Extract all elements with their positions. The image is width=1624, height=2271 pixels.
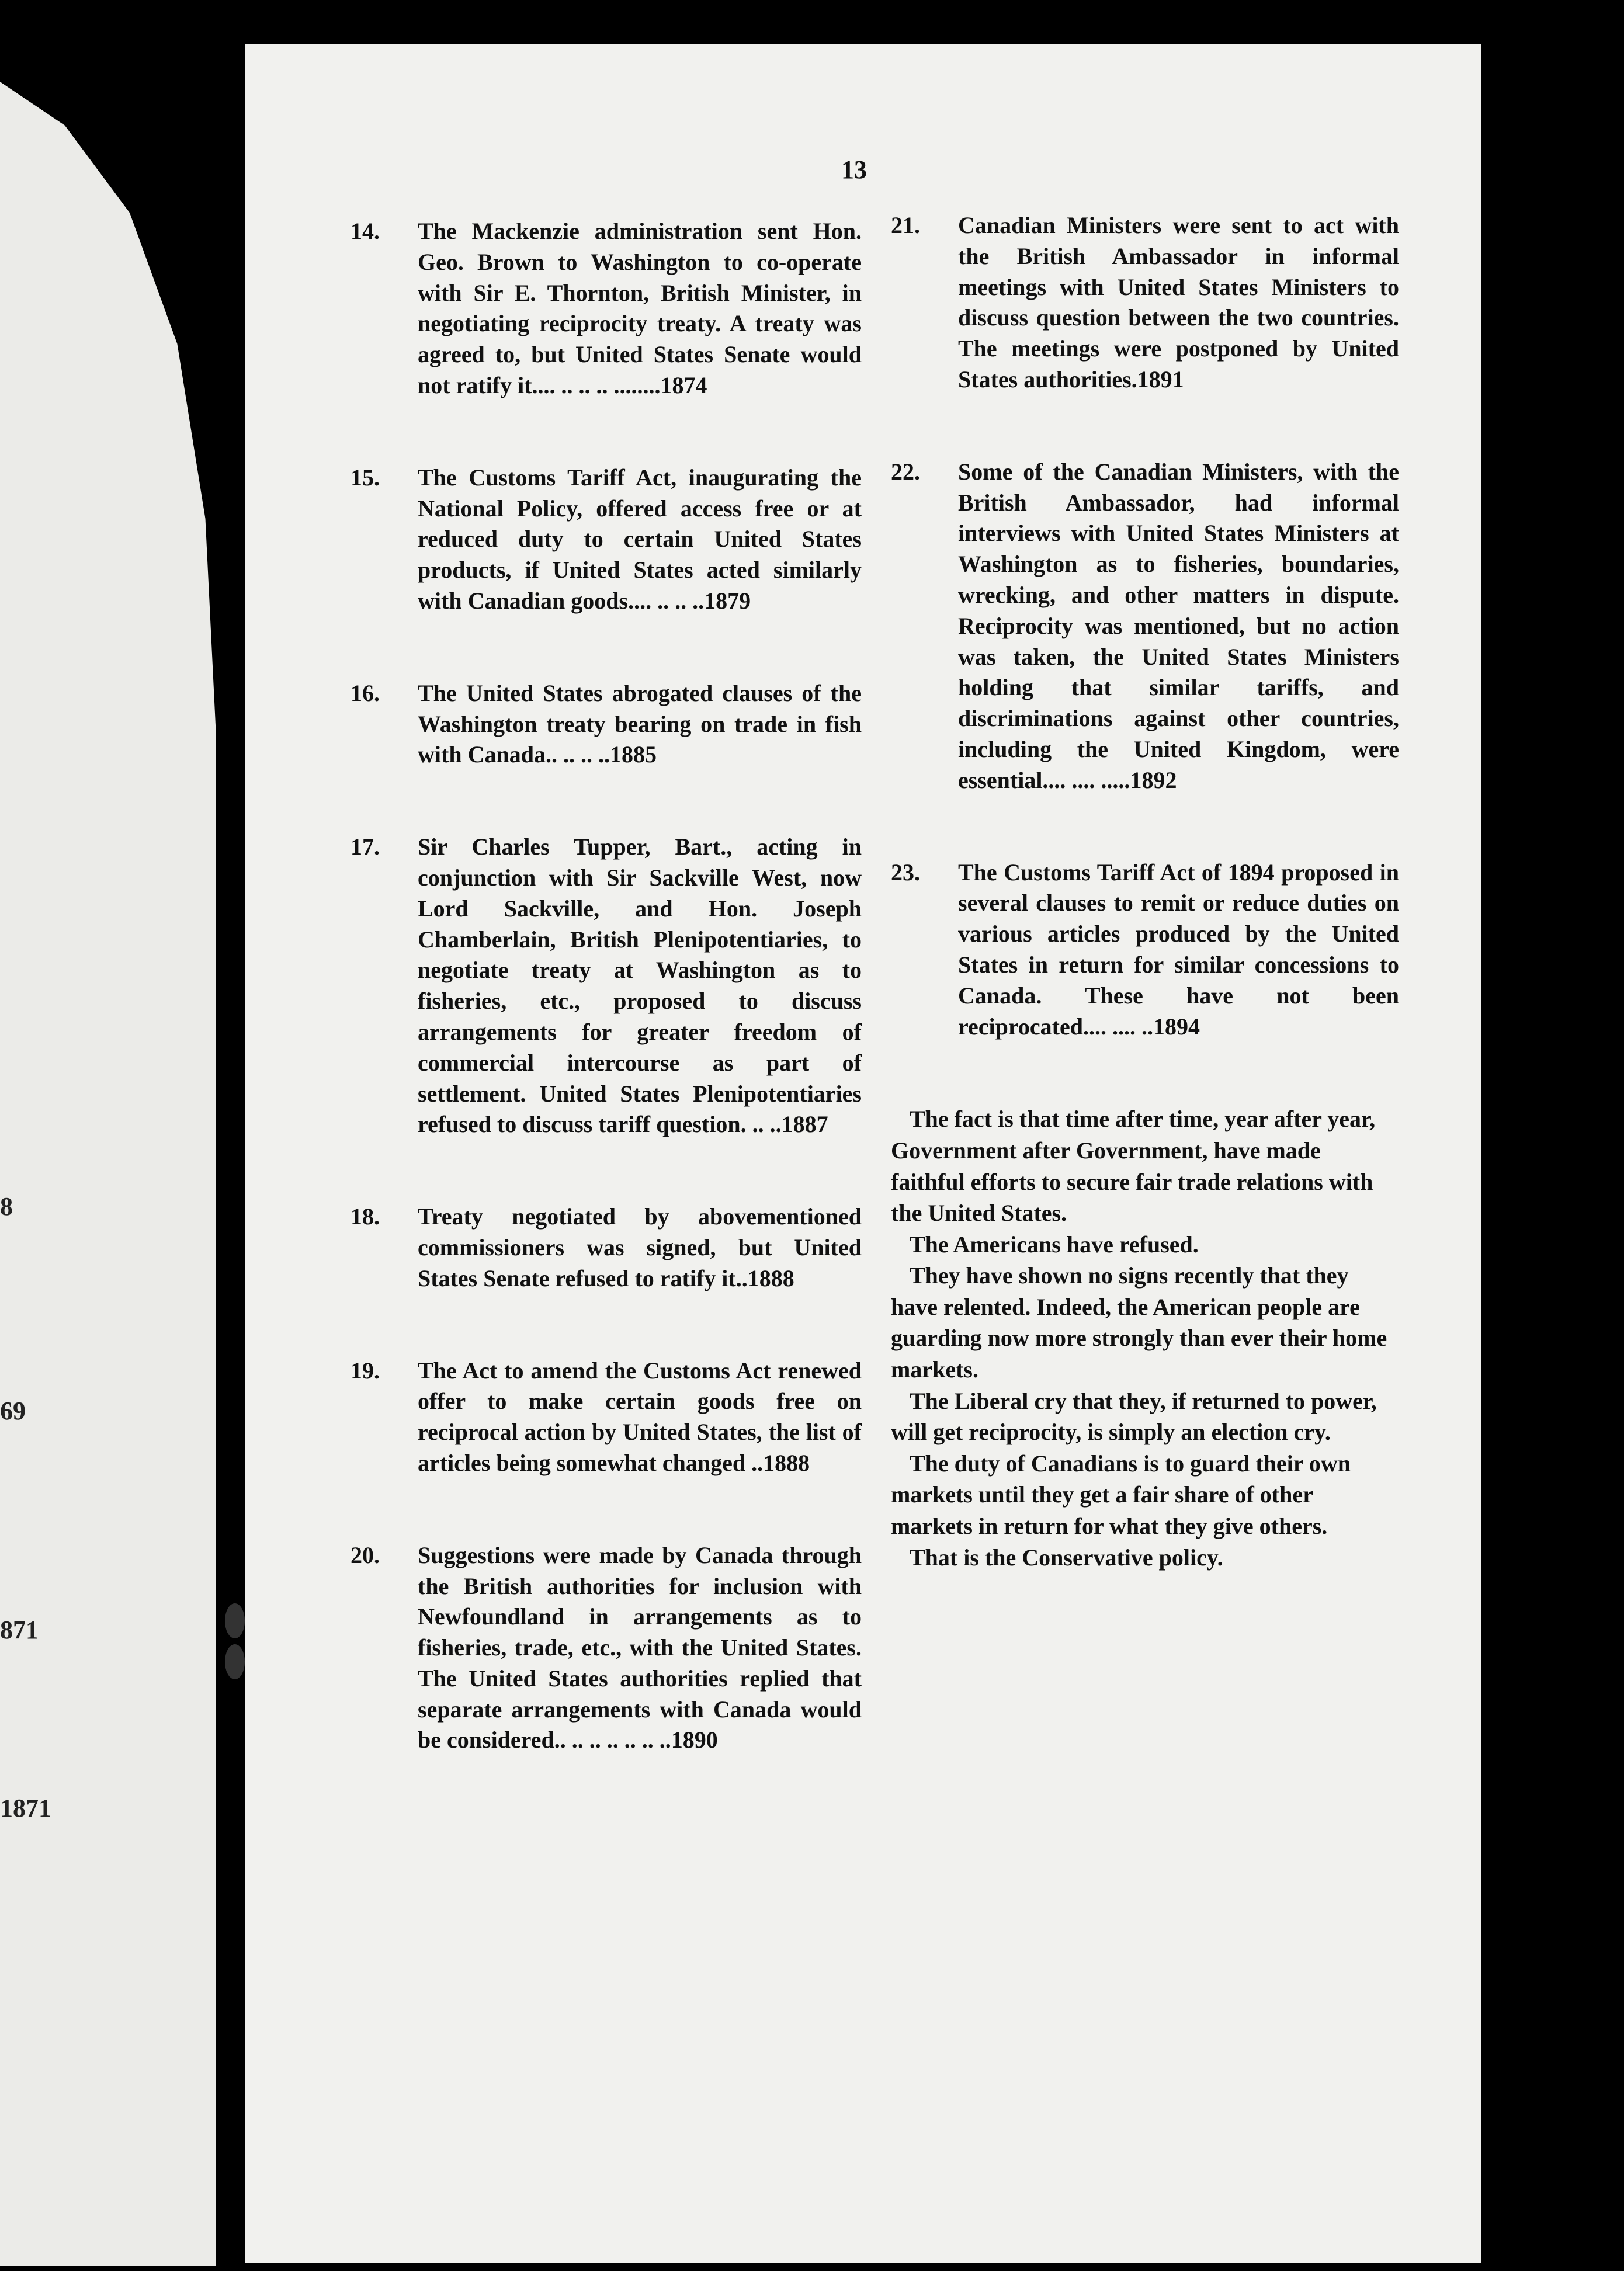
closing-paragraph: They have shown no signs recently that they have relented. Indeed, the American people are guarding now more strongly than ever their home markets. [891, 1262, 1387, 1383]
margin-fragment: 8 [0, 1192, 13, 1221]
list-item [351, 463, 862, 617]
right-column [891, 210, 1399, 1573]
closing-paragraph: The duty of Canadians is to guard their own markets until they get a fair share of other markets in return for what they give others. [891, 1450, 1351, 1540]
item-year: 1887 [781, 1111, 828, 1138]
margin-fragment: 69 [0, 1397, 26, 1425]
item-text: Suggestions were made by Canada through the British authorities for inclusion with Newfoundland in arrangements as to fisheries, trade, etc., with the United States. The United States authorities replied that separate arrangements with Canada would be considered.. .. .. .. .. .. .. [418, 1541, 862, 1753]
item-number: 14. [351, 218, 380, 244]
closing-section [891, 1103, 1399, 1573]
page-number: 13 [841, 155, 867, 184]
ink-blot [225, 1603, 245, 1638]
item-text: Canadian Ministers were sent to act with the British Ambassador in informal meetings with United States Ministers to discuss question between the two countries. The meetings were postponed by United States authorities. [958, 212, 1399, 393]
item-text: The Act to amend the Customs Act renewed offer to make certain goods free on reciprocal action by United States, the list of articles being somewhat changed .. [418, 1357, 862, 1476]
closing-paragraph: The Americans have refused. [910, 1231, 1199, 1258]
item-number: 19. [351, 1357, 380, 1384]
item-year: 1874 [660, 371, 707, 398]
item-number: 18. [351, 1203, 380, 1230]
item-text: Sir Charles Tupper, Bart., acting in conjunction with Sir Sackville West, now Lord Sackville, and Hon. Joseph Chamberlain, British Plenipotentiaries, to negotiate treaty at Washington as to fisheries, etc., proposed to discuss arrangements for greater freedom of commercial intercourse as part of settlement. United States Plenipotentiaries refused to discuss tariff question. .. .. [418, 834, 862, 1138]
item-number: 20. [351, 1541, 380, 1568]
ink-blot [225, 1644, 245, 1679]
item-text: The United States abrogated clauses of the Washington treaty bearing on trade in fish with Canada.. .. .. .. [418, 679, 862, 768]
margin-fragment: 871 [0, 1616, 39, 1644]
document-page [245, 44, 1481, 2263]
item-year: 1894 [1153, 1013, 1200, 1040]
item-year: 1888 [763, 1449, 810, 1476]
item-year: 1891 [1137, 366, 1184, 393]
list-item [351, 216, 862, 401]
list-item [351, 1356, 862, 1479]
left-column [351, 216, 862, 1817]
item-number: 21. [891, 212, 920, 238]
list-item [891, 457, 1399, 796]
list-item [351, 1540, 862, 1756]
item-number: 15. [351, 464, 380, 491]
item-text: The Customs Tariff Act, inaugurating the National Policy, offered access free or at reduced duty to certain United States products, if United States acted similarly with Canadian goods.... .. .. .. [418, 464, 862, 614]
closing-paragraph: The fact is that time after time, year after year, Government after Government, have made faithful efforts to secure fair trade relations with the United States. [891, 1106, 1376, 1227]
item-text: Treaty negotiated by abovementioned commissioners was signed, but United States Senate refused to ratify it.. [418, 1203, 862, 1291]
list-item [351, 678, 862, 770]
item-year: 1888 [747, 1265, 794, 1291]
item-number: 17. [351, 834, 380, 860]
item-text: Some of the Canadian Ministers, with the British Ambassador, had informal interviews with United States Ministers at Washington as to fisheries, boundaries, wrecking, and other matters in dispute. Reciprocity was mentioned, but no action was taken, the United States Ministers holding that similar tariffs, and discriminations against other countries, including the United Kingdom, were essential.... .... ..... [958, 458, 1399, 793]
list-item [351, 1202, 862, 1294]
closing-paragraph: That is the Conservative policy. [910, 1544, 1223, 1571]
item-year: 1892 [1130, 766, 1177, 793]
list-item [351, 832, 862, 1140]
item-number: 23. [891, 859, 920, 886]
item-number: 22. [891, 458, 920, 485]
closing-paragraph: The Liberal cry that they, if returned to power, will get reciprocity, is simply an election cry. [891, 1387, 1377, 1446]
item-year: 1885 [609, 741, 657, 768]
item-text: The Customs Tariff Act of 1894 proposed in several clauses to remit or reduce duties on various articles produced by the United States in return for similar concessions to Canada. These have not been reciprocated.... .... .. [958, 859, 1399, 1040]
item-number: 16. [351, 679, 380, 706]
adjacent-page [0, 82, 216, 2266]
item-year: 1890 [671, 1727, 718, 1753]
margin-fragment: 1871 [0, 1794, 51, 1822]
item-year: 1879 [704, 587, 751, 614]
item-text: The Mackenzie administration sent Hon. Geo. Brown to Washington to co-operate with Sir E. Thornton, British Minister, in negotiating reciprocity treaty. A treaty was agreed to, but United States Senate would not ratify it.... .. .. .. ........ [418, 218, 862, 398]
list-item [891, 857, 1399, 1043]
list-item [891, 210, 1399, 395]
